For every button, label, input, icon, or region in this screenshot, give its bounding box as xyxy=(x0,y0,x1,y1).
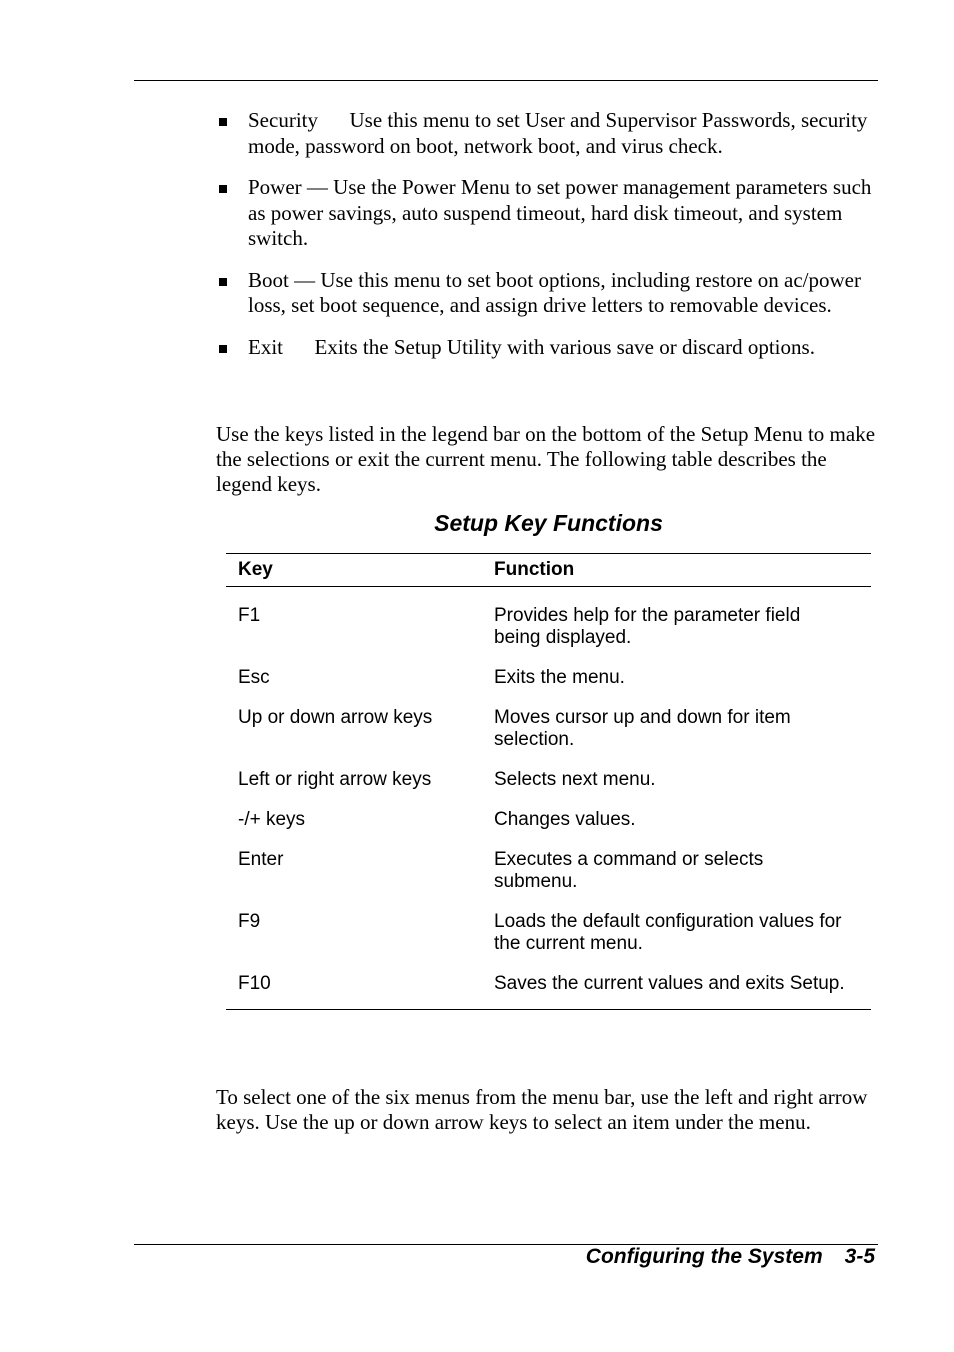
row-function: Selects next menu. xyxy=(494,769,656,790)
bullet-exit xyxy=(216,335,876,361)
table-row xyxy=(226,667,871,689)
header-function: Function xyxy=(494,559,575,580)
row-function: Loads the default configuration values for the current menu. xyxy=(494,911,842,954)
closing-paragraph: To select one of the six menus from the menu bar, use the left and right arrow keys. Use the up or down arrow keys to select an item under the menu. xyxy=(216,1085,868,1134)
bullet-security xyxy=(216,108,876,159)
row-function: Moves cursor up and down for item selection. xyxy=(494,707,791,750)
row-key: F10 xyxy=(238,973,271,994)
square-bullet-icon xyxy=(219,185,227,193)
row-function: Exits the menu. xyxy=(494,667,625,688)
row-key: F1 xyxy=(238,605,261,626)
table-row xyxy=(226,849,871,893)
table-row xyxy=(226,605,871,649)
square-bullet-icon xyxy=(219,345,227,353)
page-footer xyxy=(586,1245,875,1269)
bullet-text: Security Use this menu to set User and Supervisor Passwords, security mode, password on boot, network boot, and virus check. xyxy=(248,108,873,158)
header-rule xyxy=(134,80,878,81)
table-row xyxy=(226,809,871,831)
row-function: Provides help for the parameter field being displayed. xyxy=(494,605,801,648)
bullet-text: Exit Exits the Setup Utility with various save or discard options. xyxy=(248,334,815,359)
setup-key-table xyxy=(226,553,871,1010)
square-bullet-icon xyxy=(219,118,227,126)
header-key: Key xyxy=(238,559,273,580)
bullet-boot xyxy=(216,268,876,319)
table-title: Setup Key Functions xyxy=(434,510,663,536)
row-function: Saves the current values and exits Setup. xyxy=(494,973,845,994)
bullet-text: Power — Use the Power Menu to set power management parameters such as power savings, auto suspend timeout, hard disk timeout, and system switch. xyxy=(248,175,872,250)
row-key: Esc xyxy=(238,667,270,688)
table-row xyxy=(226,769,871,791)
table-row xyxy=(226,911,871,955)
row-key: Up or down arrow keys xyxy=(238,707,433,728)
table-header-row xyxy=(226,553,871,587)
table-row xyxy=(226,707,871,751)
table-row xyxy=(226,973,871,995)
square-bullet-icon xyxy=(219,278,227,286)
row-key: -/+ keys xyxy=(238,809,306,830)
footer-section-title: Configuring the System xyxy=(585,1245,823,1268)
row-key: Enter xyxy=(238,849,284,870)
page-number: 3-5 xyxy=(844,1245,875,1268)
row-function: Changes values. xyxy=(494,809,636,830)
menu-bullet-list xyxy=(216,108,876,376)
bullet-text: Boot — Use this menu to set boot options, including restore on ac/power loss, set boot sequence, and assign drive letters to removable devices. xyxy=(248,267,861,317)
row-key: F9 xyxy=(238,911,261,932)
row-function: Executes a command or selects submenu. xyxy=(494,849,764,892)
row-key: Left or right arrow keys xyxy=(238,769,432,790)
bullet-power xyxy=(216,175,876,252)
table-body xyxy=(226,587,871,1010)
intro-paragraph: Use the keys listed in the legend bar on the bottom of the Setup Menu to make the selections or exit the current menu. The following table describes the legend keys. xyxy=(216,422,876,496)
